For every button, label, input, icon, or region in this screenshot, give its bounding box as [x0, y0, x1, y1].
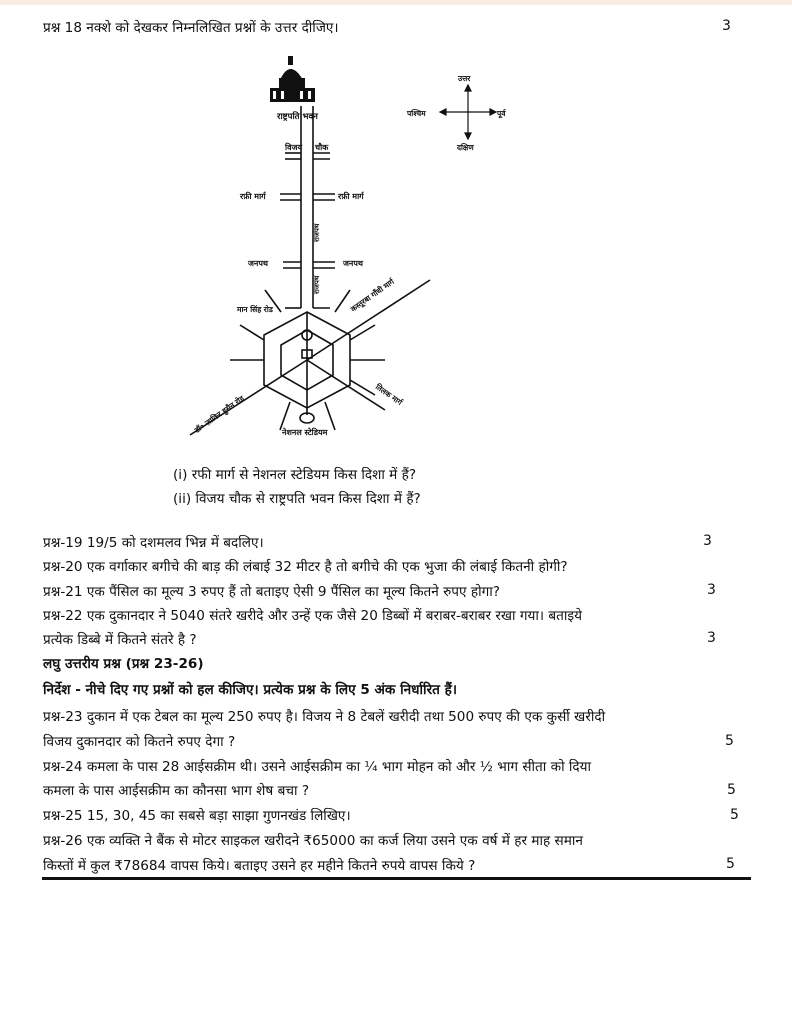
question-22-line-1: प्रश्न-22 एक दुकानदार ने 5040 संतरे खरीदे और उन्हें एक जैसे 20 डिब्बों में बराबर-बराबर रखा गया। बताइये — [43, 608, 582, 624]
compass-north-label: उत्तर — [458, 74, 471, 83]
question-20: प्रश्न-20 एक वर्गाकार बगीचे की बाड़ की लंबाई 32 मीटर है तो बगीचे की एक भुजा की लंबाई कितनी होगी? — [43, 559, 568, 575]
map-label-rafi-marg-right: रफ़ी मार्ग — [338, 192, 364, 201]
question-24-line-1: प्रश्न-24 कमला के पास 28 आईसक्रीम थी। उसने आईसक्रीम का ¼ भाग मोहन को और ½ भाग सीता को दिया — [43, 759, 592, 775]
map-label-rafi-marg-left: रफ़ी मार्ग — [240, 192, 266, 201]
map-label-janpath-left: जनपथ — [248, 259, 269, 268]
question-23-marks: 5 — [725, 733, 734, 749]
rashtrapati-bhavan-icon — [270, 56, 315, 102]
map-label-janpath-right: जनपथ — [343, 259, 364, 268]
question-26-line-2: किस्तों में कुल ₹78684 वापस किये। बताइए उसने हर महीने कितने रुपये वापस किये ? — [43, 858, 476, 874]
question-26-marks: 5 — [726, 856, 735, 872]
map-roads — [190, 106, 430, 435]
compass-south-label: दक्षिण — [457, 143, 474, 152]
map-label-chowk: चौक — [315, 143, 329, 152]
map-label-rajpath-upper: राजपथ — [313, 223, 321, 242]
map-label-tilak-marg: तिलक मार्ग — [373, 382, 404, 408]
question-18-part-ii: (ii) विजय चौक से राष्ट्रपति भवन किस दिशा में हैं? — [173, 491, 421, 507]
compass-east-label: पूर्व — [497, 109, 506, 118]
map-label-national-stadium: नेशनल स्टेडियम — [282, 428, 328, 437]
question-24-marks: 5 — [727, 782, 736, 798]
question-21-marks: 3 — [707, 582, 716, 598]
top-strip — [0, 0, 792, 5]
compass-icon — [440, 85, 496, 139]
question-21: प्रश्न-21 एक पैंसिल का मूल्य 3 रुपए हैं तो बताइए ऐसी 9 पैंसिल का मूल्य कितने रुपए होगा? — [43, 584, 500, 600]
question-24-line-2: कमला के पास आईसक्रीम का कौनसा भाग शेष बचा ? — [43, 783, 310, 799]
section-heading: लघु उत्तरीय प्रश्न (प्रश्न 23-26) — [43, 656, 204, 672]
map-label-kasturba-gandhi-marg: कस्तूरबा गाँधी मार्ग — [348, 277, 396, 314]
question-19-marks: 3 — [703, 533, 712, 549]
question-23-line-1: प्रश्न-23 दुकान में एक टेबल का मूल्य 250 रुपए है। विजय ने 8 टेबलें खरीदी तथा 500 रुपए की एक कुर्सी खरीदी — [43, 709, 606, 725]
question-19: प्रश्न-19 19/5 को दशमलव भिन्न में बदलिए। — [43, 535, 264, 551]
section-divider — [42, 877, 751, 880]
question-18-part-i: (i) रफी मार्ग से नेशनल स्टेडियम किस दिशा में हैं? — [173, 467, 417, 483]
question-22-marks: 3 — [707, 630, 716, 646]
compass-west-label: पश्चिम — [407, 109, 426, 118]
question-23-line-2: विजय दुकानदार को कितने रुपए देगा ? — [43, 734, 236, 750]
map-label-rashtrapati-bhavan: राष्ट्रपति भवन — [277, 112, 318, 122]
question-25: प्रश्न-25 15, 30, 45 का सबसे बड़ा साझा गुणनखंड लिखिए। — [43, 808, 351, 824]
map-label-man-singh-road: मान सिंह रोड — [237, 305, 273, 314]
section-instruction: निर्देश - नीचे दिए गए प्रश्नों को हल कीजिए। प्रत्येक प्रश्न के लिए 5 अंक निर्धारित हैं। — [43, 682, 457, 698]
question-25-marks: 5 — [730, 807, 739, 823]
question-18: प्रश्न 18 नक्शे को देखकर निम्नलिखित प्रश्नों के उत्तर दीजिए। — [43, 20, 339, 36]
map-label-vijay: विजय — [285, 143, 303, 152]
question-26-line-1: प्रश्न-26 एक व्यक्ति ने बैंक से मोटर साइकल खरीदने ₹65000 का कर्ज लिया उसने एक वर्ष में हर माह समान — [43, 833, 583, 849]
question-18-marks: 3 — [722, 18, 731, 34]
question-22-line-2: प्रत्येक डिब्बे में कितने संतरे है ? — [43, 632, 197, 648]
map-label-zakir-hussain-road: डॉ० ज़ाकिर हुसैन रोड — [192, 393, 246, 435]
map-label-rajpath-lower: राजपथ — [313, 275, 321, 294]
map-diagram — [185, 50, 545, 450]
